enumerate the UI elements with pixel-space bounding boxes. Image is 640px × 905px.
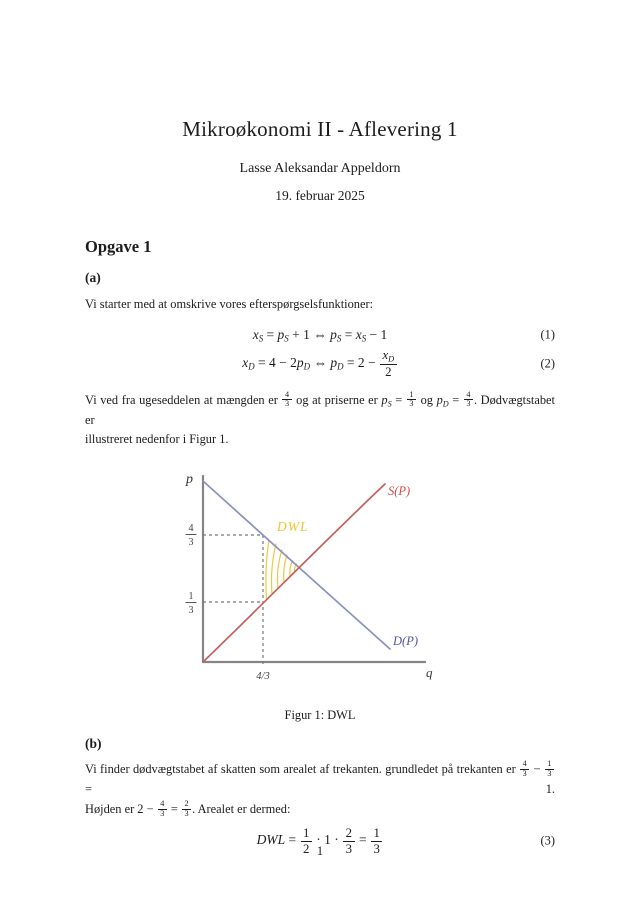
y-axis-label: p [186, 472, 193, 488]
demand-curve-label: D(P) [393, 634, 418, 649]
equation-1-number: (1) [540, 327, 555, 342]
x-axis-label: q [426, 665, 433, 681]
page-number: 1 [316, 844, 324, 858]
paragraph-area-line-1: Vi finder dødvægtstabet af skatten som arealet af trekanten. grundledet på trekanten er $\frac{4}{3}$ − $\frac{1}{3}$ = 1. [85, 759, 555, 797]
supply-line [203, 484, 385, 662]
content-column [85, 0, 555, 860]
y-tick-lower [186, 591, 197, 616]
paragraph-quantities-line-2: illustreret nedenfor i Figur 1. [85, 432, 229, 447]
figure-caption: Figur 1: DWL [284, 708, 356, 723]
equation-3-number: (3) [540, 833, 555, 848]
y-tick-upper-denominator: 3 [188, 537, 194, 549]
y-tick-lower-denominator: 3 [188, 605, 194, 617]
paragraph-quantities-line-1: Vi ved fra ugeseddelen at mængden er $\frac{4}{3}$ og at priserne er pS = $\frac{1}{3}$ og pD = $\frac{4}{3}$ . Dødvægtstabet er [85, 389, 556, 427]
author-name: Lasse Aleksandar Appeldorn [239, 161, 401, 176]
y-tick-lower-numerator: 1 [188, 591, 194, 603]
subsection-heading-b: (b) [85, 736, 102, 752]
subsection-heading-a: (a) [85, 270, 101, 285]
paragraph-intro: Vi starter med at omskrive vores efterspørgselsfunktioner: [85, 297, 374, 311]
equation-1 [85, 327, 555, 344]
y-tick-upper-numerator: 4 [188, 523, 194, 535]
paragraph-area [85, 760, 555, 820]
supply-curve-label: S(P) [388, 484, 411, 499]
dwl-diagram [180, 464, 445, 694]
document-date: 19. februar 2025 [275, 188, 365, 203]
equation-group [85, 327, 555, 380]
page-title: Mikroøkonomi II - Aflevering 1 [182, 117, 458, 141]
equation-2-number: (2) [540, 356, 555, 371]
dwl-hatch-area [266, 540, 297, 599]
equation-2-math: xD = 4 − 2pD ⇔ pD = 2 − $\frac{xD}{2}$ [242, 355, 398, 370]
section-heading-opgave-1: Opgave 1 [85, 237, 152, 256]
paragraph-area-line-2: Højden er 2 − $\frac{4}{3}$ = $\frac{2}{3}$ . Arealet er dermed: [85, 798, 291, 818]
paragraph-quantities [85, 391, 555, 451]
equation-3-math: DWL = $\frac{1}{2}$ · 1 · $\frac{2}{3}$ = $\frac{1}{3}$ [257, 832, 384, 847]
figure-dwl [85, 464, 555, 694]
x-tick-label: 4/3 [256, 671, 270, 683]
equation-2 [85, 348, 555, 380]
y-tick-upper [186, 523, 197, 548]
equation-1-math: xS = pS + 1 ⇔ pS = xS − 1 [252, 326, 388, 344]
dwl-label: DWL [277, 519, 309, 535]
